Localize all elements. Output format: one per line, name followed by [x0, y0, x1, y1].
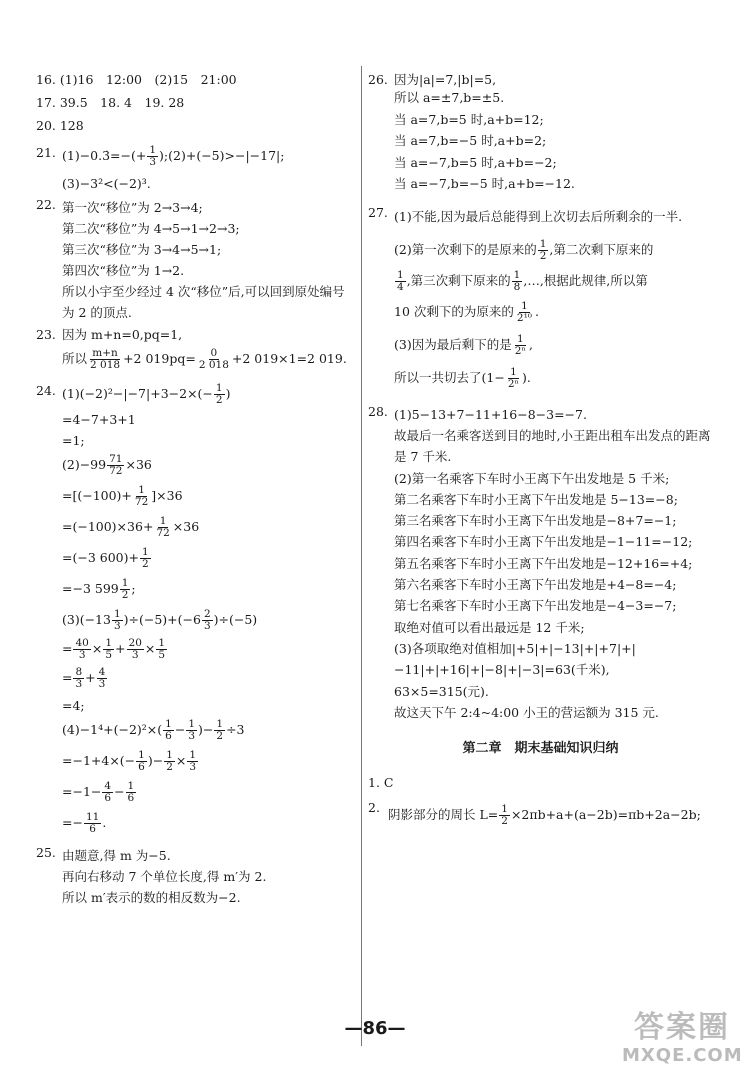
- answer-1: 1. C: [368, 774, 394, 790]
- answer-line: (3)(−13 $\frac{1}{3}$ )÷(−5)+(−6 $\frac{2}{3}$ )÷(−5): [62, 608, 258, 633]
- right-column: [368, 60, 713, 830]
- answer-line: 第二名乘客下车时小王离下午出发地是 5−13=−8;: [394, 491, 678, 507]
- answer-line: =(−3 600)+ $\frac{1}{2}$: [62, 546, 149, 571]
- answer-27: [368, 205, 713, 390]
- answer-line: (2)第一名乘客下车时小王离下午出发地是 5 千米;: [394, 470, 670, 486]
- left-column: [36, 60, 354, 908]
- answer-number: 24.: [36, 383, 56, 399]
- answer-line: 因为 m+n=0,pq=1,: [62, 327, 183, 343]
- answer-line: 63×5=315(元).: [394, 683, 489, 699]
- answer-line: 第三名乘客下车时小王离下午出发地是−8+7=−1;: [394, 513, 677, 529]
- page-number: —86—: [344, 1018, 406, 1039]
- chapter-heading: 第二章 期末基础知识归纳: [462, 741, 619, 757]
- answer-line: 因为|a|=7,|b|=5,: [394, 72, 497, 87]
- answer-line: 第七名乘客下车时小王离下午出发地是−4−3=−7;: [394, 598, 677, 614]
- answer-number: 21.: [36, 145, 56, 160]
- answer-line: (1)不能,因为最后总能得到上次切去后所剩余的一半.: [394, 208, 683, 224]
- answer-line: (2)第一次剩下的是原来的 $\frac{1}{2}$ ,第二次剩下原来的: [394, 237, 654, 262]
- answer-line: 取绝对值可以看出最远是 12 千米;: [394, 619, 585, 635]
- answer-line: 当 a=−7,b=−5 时,a+b=−12.: [394, 176, 575, 191]
- answer-line: 第一次“移位”为 2→3→4;: [62, 200, 203, 216]
- answer-line: 当 a=7,b=5 时,a+b=12;: [394, 111, 544, 127]
- watermark-domain: MXQE.COM: [622, 1045, 743, 1066]
- answer-number: 22.: [36, 197, 56, 213]
- answer-line: (2)−99 $\frac{71}{72}$ ×36: [62, 453, 152, 478]
- answer-28: [368, 404, 713, 723]
- answer-line: 第四次“移位”为 1→2.: [62, 263, 185, 279]
- answer-line: =[(−100)+ $\frac{1}{72}$ ]×36: [62, 484, 183, 509]
- answer-line: =(−100)×36+ $\frac{1}{72}$ ×36: [62, 515, 200, 540]
- site-watermark: [622, 1011, 742, 1073]
- answer-line: =−1− $\frac{4}{6}$ − $\frac{1}{6}$: [62, 780, 135, 805]
- answer-line: = $\frac{8}{3}$ + $\frac{4}{3}$: [62, 666, 106, 691]
- answer-line: =−1+4×(− $\frac{1}{6}$ )− $\frac{1}{2}$ × $\frac{1}{3}$: [62, 749, 197, 774]
- answer-line: 第五名乘客下车时小王离下午出发地是−12+16=+4;: [394, 555, 693, 571]
- answer-line: 当 a=−7,b=5 时,a+b=−2;: [394, 154, 557, 170]
- answer-line: (1)−0.3̇=−(+ $\frac{1}{3}$ );(2)+(−5)>−|−17|;: [62, 144, 285, 169]
- answer-line: =4;: [62, 698, 85, 714]
- answer-line: =− $\frac{11}{6}$ .: [62, 811, 107, 836]
- answer-number: 26.: [368, 72, 388, 87]
- answer-24: [36, 383, 354, 835]
- answer-number: 2.: [368, 799, 380, 815]
- answer-23: [36, 327, 354, 371]
- answer-line: 第四名乘客下车时小王离下午出发地是−1−11=−12;: [394, 534, 693, 550]
- answer-line: 阴影部分的周长 L= $\frac{1}{2}$ ×2πb+a+(a−2b)=πb+2a−2b;: [388, 802, 701, 827]
- answer-line: 再向右移动 7 个单位长度,得 m′为 2.: [62, 869, 267, 885]
- answer-line: 10 次剩下的为原来的 $\frac{1}{\text{2¹⁰}}$ .: [394, 299, 539, 324]
- answer-17-19: 17. 39.5 18. 4 19. 28: [36, 95, 185, 110]
- answer-line: 第六名乘客下车时小王离下午出发地是+4−8=−4;: [394, 577, 677, 593]
- answer-21: [36, 145, 354, 191]
- answer-line: =1;: [62, 433, 85, 449]
- answer-number: 27.: [368, 204, 388, 220]
- answer-line: =4−7+3+1: [62, 412, 136, 428]
- answer-25: [36, 845, 354, 908]
- answer-22: [36, 197, 354, 323]
- answer-line: (3)−3²<(−2)³.: [62, 176, 151, 192]
- answer-line: 故这天下午 2:4~4:00 小王的营运额为 315 元.: [394, 704, 659, 720]
- answer-number: 25.: [36, 845, 56, 861]
- answer-26: [368, 72, 713, 195]
- answer-line: =−3 599 $\frac{1}{2}$ ;: [62, 577, 136, 602]
- answer-number: 23.: [36, 327, 56, 343]
- answer-line: (3)因为最后剩下的是 $\frac{1}{\text{2ⁿ}}$ ,: [394, 332, 533, 357]
- answer-line: 第三次“移位”为 3→4→5→1;: [62, 242, 222, 258]
- answer-line: 所以一共切去了(1− $\frac{1}{\text{2ⁿ}}$ ).: [394, 365, 531, 390]
- answer-line: (1)(−2)²−|−7|+3−2×(− $\frac{1}{2}$ ): [62, 382, 231, 407]
- answer-2: [368, 800, 713, 830]
- watermark-logo-text: 答案圈: [634, 1010, 730, 1045]
- answer-line: 所以小宇至少经过 4 次“移位”后,可以回到原处编号为 2 的顶点.: [62, 284, 345, 321]
- column-divider: [361, 66, 362, 1046]
- answer-line: 故最后一名乘客送到目的地时,小王距出租车出发点的距离是 7 千米.: [394, 427, 711, 465]
- answer-line: 由题意,得 m 为−5.: [62, 848, 171, 864]
- answer-line: (1)5−13+7−11+16−8−3=−7.: [394, 406, 587, 422]
- answer-line: 当 a=7,b=−5 时,a+b=2;: [394, 133, 547, 148]
- answer-line: = $\frac{40}{3}$ × $\frac{1}{5}$ + $\frac{20}{3}$ × $\frac{1}{5}$: [62, 637, 166, 662]
- answer-line: 所以 $\frac{m+n}{2 018}$ +2 019pq= $\frac{0}{2 018}$ +2 019×1=2 019.: [62, 347, 347, 372]
- answer-20: 20. 128: [36, 118, 84, 133]
- answer-line: 第二次“移位”为 4→5→1→2→3;: [62, 221, 240, 237]
- answer-16: 16. (1)16 12:00 (2)15 21:00: [36, 72, 237, 87]
- answer-number: 28.: [368, 403, 388, 419]
- answer-line: (3)各项取绝对值相加|+5|+|−13|+|+7|+|−11|+|+16|+|−8|+|−3|=63(千米),: [394, 640, 636, 678]
- answer-line: 所以 a=±7,b=±5.: [394, 90, 505, 105]
- answer-line: $\frac{1}{4}$ ,第三次剩下原来的 $\frac{1}{8}$ ,…,根据此规律,所以第: [397, 268, 648, 293]
- answer-line: 所以 m′表示的数的相反数为−2.: [62, 890, 241, 906]
- answer-line: (4)−1⁴+(−2)²×( $\frac{1}{6}$ − $\frac{1}{3}$ )− $\frac{1}{2}$ ÷3: [62, 718, 245, 743]
